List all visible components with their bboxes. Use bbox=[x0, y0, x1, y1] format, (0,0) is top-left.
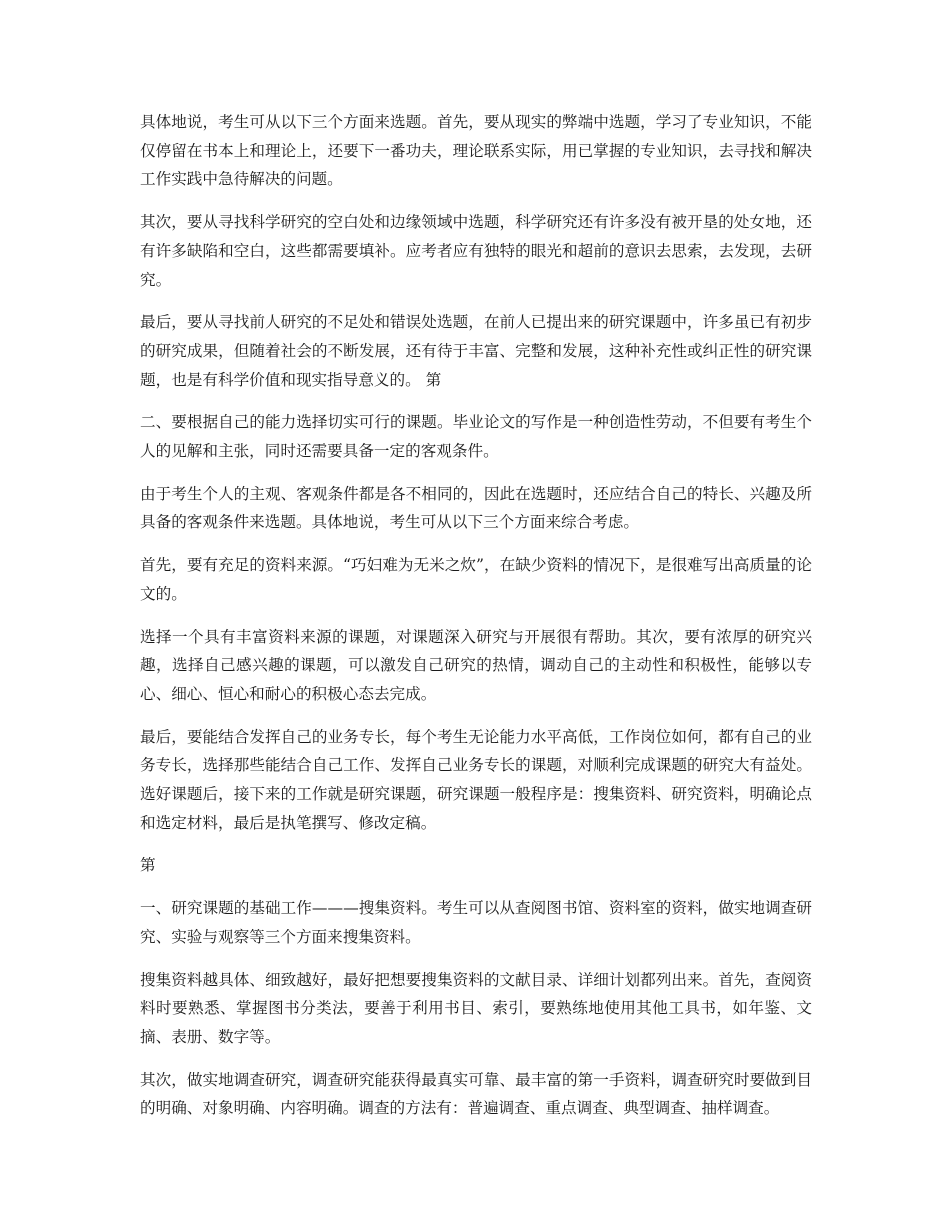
paragraph: 最后，要能结合发挥自己的业务专长，每个考生无论能力水平高低，工作岗位如何，都有自己的业务专长，选择那些能结合自己工作、发挥自己业务专长的课题，对顺利完成课题的研究大有益处。 选好课题后，接下来的工作就是研究课题，研究课题一般程序是：搜集资料、研究资料，明确论点和选定材料，最后是执笔撰写、修改定稿。 bbox=[140, 727, 812, 832]
document-body bbox=[140, 108, 812, 1137]
paragraph: 二、要根据自己的能力选择切实可行的课题。毕业论文的写作是一种创造性劳动，不但要有考生个人的见解和主张，同时还需要具备一定的客观条件。 bbox=[140, 413, 812, 461]
paragraph: 最后，要从寻找前人研究的不足处和错误处选题，在前人已提出来的研究课题中，许多虽已有初步的研究成果，但随着社会的不断发展，还有待于丰富、完整和发展，这种补充性或纠正性的研究课题，也是有科学价值和现实指导意义的。 第 bbox=[140, 313, 812, 389]
paragraph: 其次，要从寻找科学研究的空白处和边缘领域中选题，科学研究还有许多没有被开垦的处女地，还有许多缺陷和空白，这些都需要填补。应考者应有独特的眼光和超前的意识去思索，去发现，去研究。 bbox=[140, 213, 812, 289]
paragraph: 其次，做实地调查研究，调查研究能获得最真实可靠、最丰富的第一手资料，调查研究时要做到目的明确、对象明确、内容明确。调查的方法有：普遍调查、重点调查、典型调查、抽样调查。 bbox=[140, 1070, 812, 1118]
paragraph: 首先，要有充足的资料来源。“巧妇难为无米之炊”，在缺少资料的情况下，是很难写出高质量的论文的。 bbox=[140, 556, 812, 603]
paragraph: 具体地说，考生可从以下三个方面来选题。首先，要从现实的弊端中选题，学习了专业知识，不能仅停留在书本上和理论上，还要下一番功夫，理论联系实际，用已掌握的专业知识，去寻找和解决工作实践中急待解决的问题。 bbox=[140, 113, 812, 189]
paragraph: 搜集资料越具体、细致越好，最好把想要搜集资料的文献目录、详细计划都列出来。首先，查阅资料时要熟悉、掌握图书分类法，要善于利用书目、索引，要熟练地使用其他工具书，如年鉴、文摘、表册、数字等。 bbox=[140, 970, 812, 1046]
paragraph: 选择一个具有丰富资料来源的课题，对课题深入研究与开展很有帮助。其次，要有浓厚的研究兴趣，选择自己感兴趣的课题，可以激发自己研究的热情，调动自己的主动性和积极性，能够以专心、细心、恒心和耐心的积极心态去完成。 bbox=[140, 627, 812, 703]
paragraph: 由于考生个人的主观、客观条件都是各不相同的，因此在选题时，还应结合自己的特长、兴趣及所具备的客观条件来选题。具体地说，考生可从以下三个方面来综合考虑。 bbox=[140, 484, 812, 532]
paragraph: 一、研究课题的基础工作———搜集资料。考生可以从查阅图书馆、资料室的资料，做实地调查研究、实验与观察等三个方面来搜集资料。 bbox=[140, 899, 812, 946]
paragraph: 第 bbox=[140, 856, 156, 875]
